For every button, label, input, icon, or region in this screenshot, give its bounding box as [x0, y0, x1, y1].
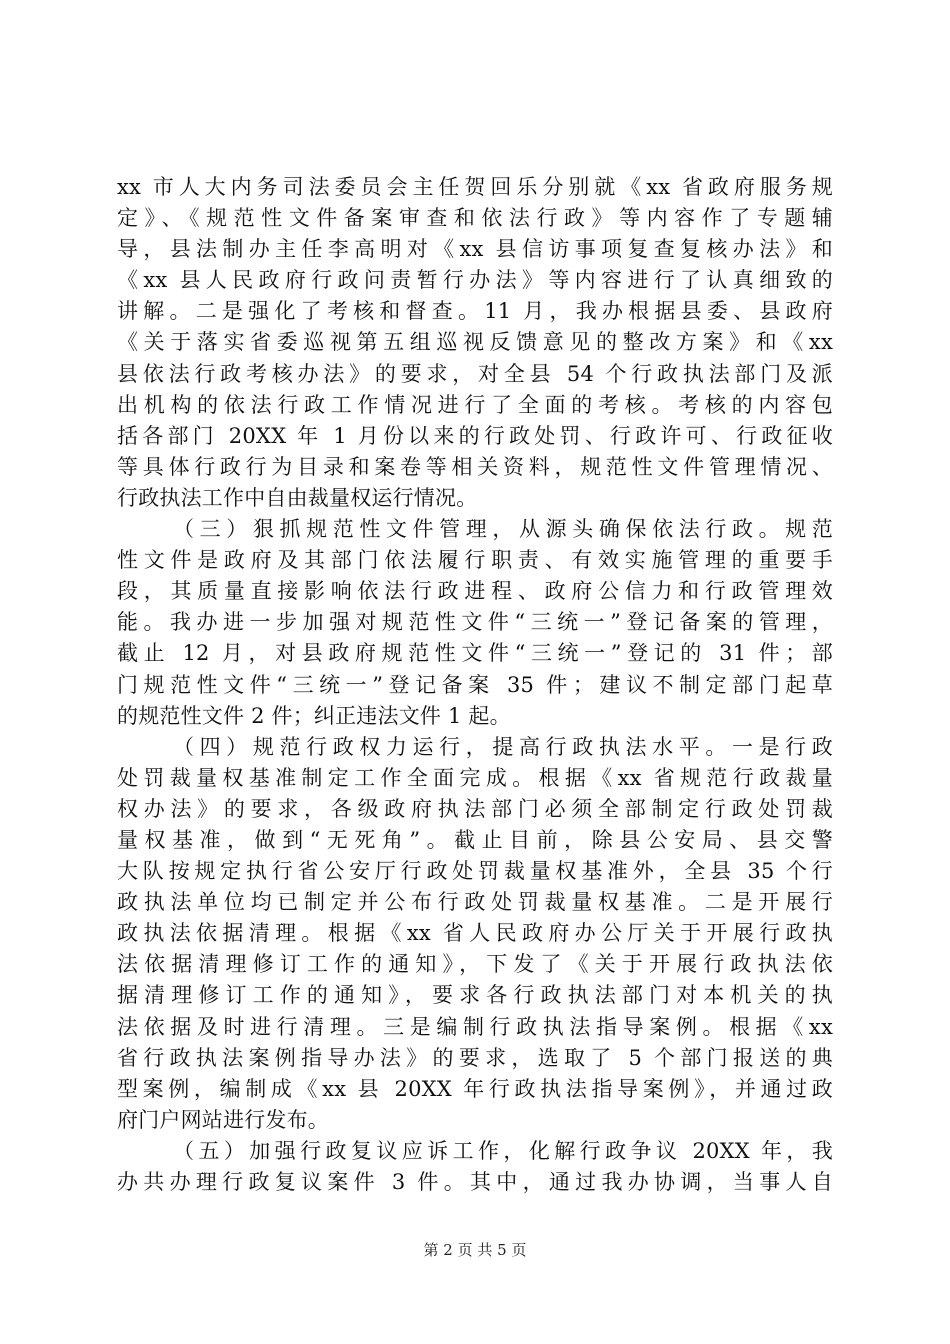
text-line: 县依法行政考核办法》的要求，对全县 54 个行政执法部门及派: [117, 361, 833, 386]
page-number-footer: 第 2 页 共 5 页: [423, 1241, 527, 1259]
text-line: 性文件是政府及其部门依法履行职责、有效实施管理的重要手: [117, 548, 833, 573]
text-line: 出机构的依法行政工作情况进行了全面的考核。考核的内容包: [117, 392, 833, 417]
text-line: 《关于落实省委巡视第五组巡视反馈意见的整改方案》和《xx: [117, 330, 833, 355]
paragraph-start: （四）规范行政权力运行，提高行政执法水平。一是行政: [173, 734, 833, 759]
text-line: 办共办理行政复议案件 3 件。其中，通过我办协调，当事人自: [117, 1170, 833, 1194]
text-line: 截止 12 月，对县政府规范性文件“三统一”登记的 31 件；部: [117, 641, 833, 666]
text-line: 讲解。二是强化了考核和督查。11 月，我办根据县委、县政府: [117, 299, 833, 324]
text-line: 法依据及时进行清理。三是编制行政执法指导案例。根据《xx: [117, 1014, 833, 1039]
text-line: 门规范性文件“三统一”登记备案 35 件；建议不制定部门起草: [117, 672, 833, 697]
text-line: 括各部门 20XX 年 1 月份以来的行政处罚、行政许可、行政征收: [117, 423, 833, 448]
text-line: 据清理修订工作的通知》，要求各行政执法部门对本机关的执: [117, 983, 833, 1008]
paragraph-start: （三）狠抓规范性文件管理，从源头确保依法行政。规范: [173, 517, 833, 542]
paragraph-start: （五）加强行政复议应诉工作，化解行政争议 20XX 年，我: [173, 1138, 833, 1163]
body-text: [117, 172, 833, 1198]
text-line: 政执法依据清理。根据《xx 省人民政府办公厅关于开展行政执: [117, 921, 833, 946]
text-line: 府门户网站进行发布。: [117, 1107, 329, 1132]
text-line: 行政执法工作中自由裁量权运行情况。: [117, 485, 478, 510]
text-line: 导，县法制办主任李高明对《xx 县信访事项复查复核办法》和: [117, 237, 833, 262]
text-line: 段，其质量直接影响依法行政进程、政府公信力和行政管理效: [117, 579, 833, 604]
text-line: 《xx 县人民政府行政问责暂行办法》等内容进行了认真细致的: [117, 268, 833, 293]
text-line: 省行政执法案例指导办法》的要求，选取了 5 个部门报送的典: [117, 1045, 833, 1070]
text-line: 法依据清理修订工作的通知》，下发了《关于开展行政执法依: [117, 952, 833, 977]
text-line: 量权基准，做到“无死角”。截止目前，除县公安局、县交警: [117, 827, 833, 852]
text-line: xx 市人大内务司法委员会主任贺回乐分别就《xx 省政府服务规: [117, 175, 833, 199]
text-line: 大队按规定执行省公安厅行政处罚裁量权基准外，全县 35 个行: [117, 859, 833, 884]
text-line: 能。我办进一步加强对规范性文件“三统一”登记备案的管理，: [117, 610, 833, 635]
text-line: 处罚裁量权基准制定工作全面完成。根据《xx 省规范行政裁量: [117, 765, 833, 790]
text-line: 定》、《规范性文件备案审查和依法行政》等内容作了专题辅: [117, 206, 833, 231]
text-line: 政执法单位均已制定并公布行政处罚裁量权基准。二是开展行: [117, 890, 833, 915]
text-line: 等具体行政行为目录和案卷等相关资料，规范性文件管理情况、: [117, 454, 833, 479]
text-line: 型案例，编制成《xx 县 20XX 年行政执法指导案例》，并通过政: [117, 1076, 833, 1101]
text-line: 的规范性文件 2 件；纠正违法文件 1 起。: [117, 703, 511, 728]
text-line: 权办法》的要求，各级政府执法部门必须全部制定行政处罚裁: [117, 796, 833, 821]
